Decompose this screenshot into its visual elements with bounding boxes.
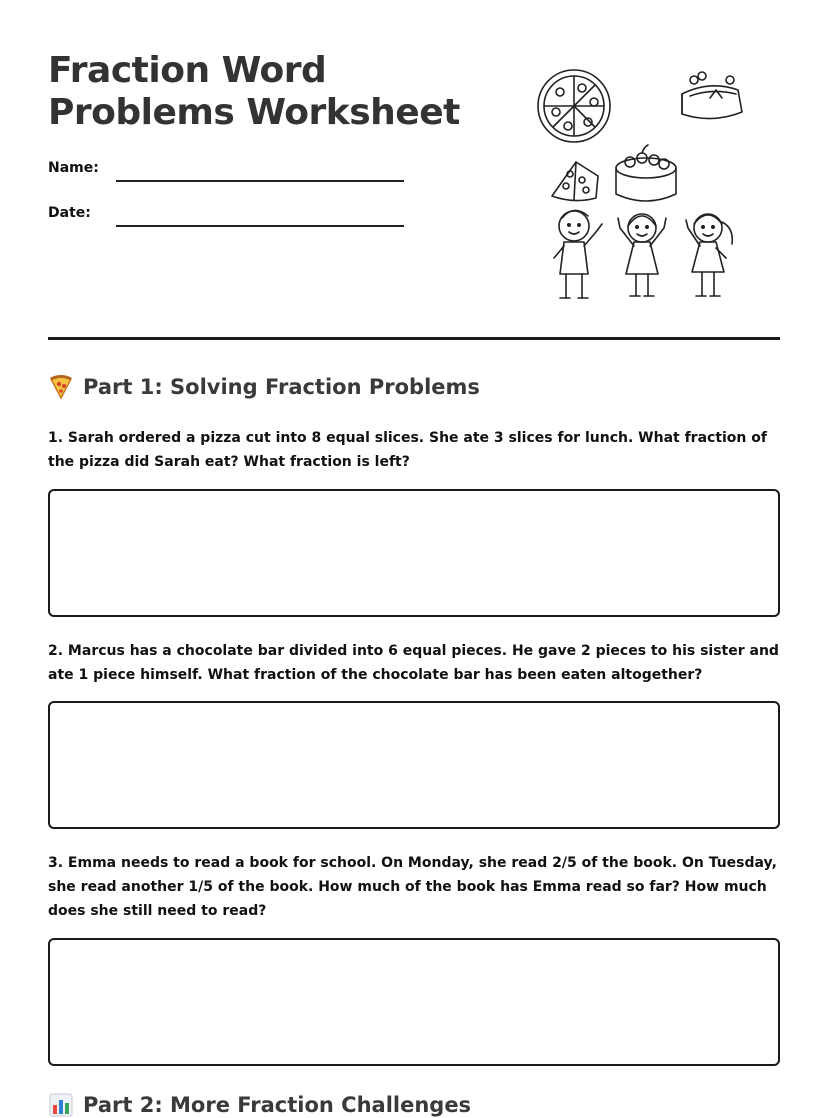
date-field[interactable] (116, 225, 404, 227)
answer-box-1[interactable] (48, 489, 780, 617)
answer-box-3[interactable] (48, 938, 780, 1066)
part1-title: Part 1: Solving Fraction Problems (83, 375, 480, 399)
bar-chart-icon (48, 1092, 74, 1118)
worksheet-title: Fraction Word Problems Worksheet (48, 50, 460, 133)
pizza-icon (538, 70, 610, 142)
part2-title: Part 2: More Fraction Challenges (83, 1093, 472, 1117)
girl-icon (618, 214, 666, 296)
question-1: 1. Sarah ordered a pizza cut into 8 equal slices. She ate 3 slices for lunch. What fraction of the pizza did Sarah eat? What fraction is left? (48, 430, 767, 470)
pizza-slice-icon (48, 374, 74, 400)
name-label: Name: (48, 160, 99, 176)
part1-heading (48, 374, 480, 400)
question-3: 3. Emma needs to read a book for school. On Monday, she read 2/5 of the book. On Tuesday, she read another 1/5 of the book. How much of the book has Emma read so far? How much does she still need to read? (48, 855, 777, 919)
pie-slice-icon (552, 162, 598, 201)
question-2: 2. Marcus has a chocolate bar divided into 6 equal pieces. He gave 2 pieces to his sister and ate 1 piece himself. What fraction of the chocolate bar has been eaten altogether? (48, 643, 779, 683)
cherry-cake-icon (616, 145, 676, 201)
name-field[interactable] (116, 180, 404, 182)
answer-box-2[interactable] (48, 701, 780, 829)
girl-pigtails-icon (686, 214, 732, 296)
illustration (530, 62, 750, 307)
divider (48, 337, 780, 340)
boy-icon (554, 210, 602, 298)
cake-slice-icon (682, 72, 742, 119)
date-label: Date: (48, 205, 91, 221)
part2-heading (48, 1092, 471, 1118)
